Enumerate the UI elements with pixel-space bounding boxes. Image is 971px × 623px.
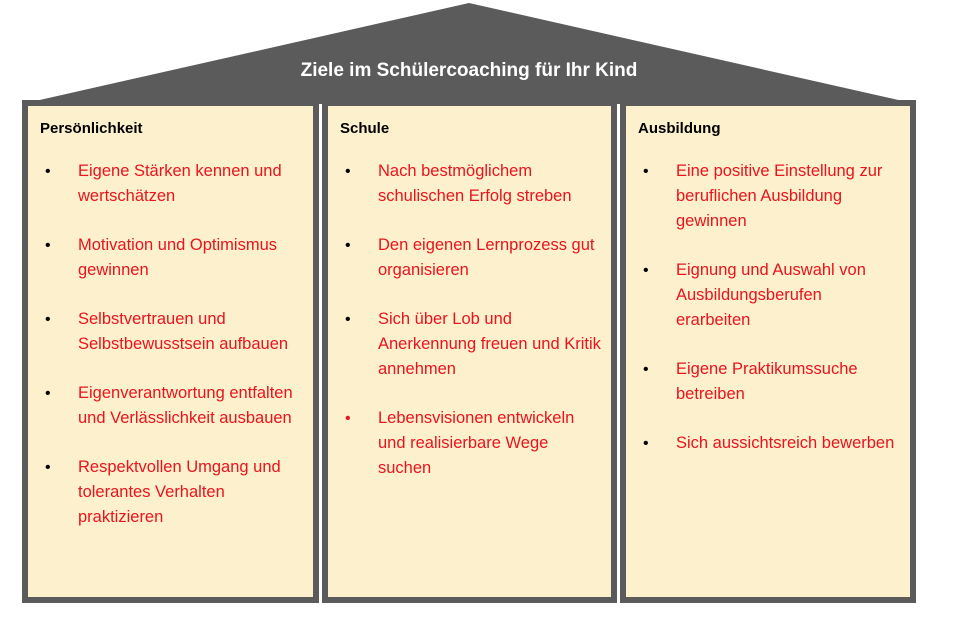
pillar-panel bbox=[28, 106, 313, 597]
bullet-icon: • bbox=[643, 262, 649, 279]
goal-text: Eine positive Einstellung zur beruflichen Ausbildung gewinnen bbox=[676, 162, 883, 230]
pillar-ausbildung bbox=[620, 100, 916, 603]
roof bbox=[0, 0, 971, 110]
goal-item bbox=[638, 431, 900, 456]
goal-text: Eigene Praktikumssuche betreiben bbox=[676, 360, 858, 403]
goal-item bbox=[638, 258, 900, 333]
goal-text: Sich über Lob und Anerkennung freuen und Kritik annehmen bbox=[378, 310, 601, 378]
bullet-icon: • bbox=[45, 237, 51, 254]
bullet-icon: • bbox=[45, 385, 51, 402]
roof-shape bbox=[22, 3, 916, 104]
goal-item bbox=[340, 307, 601, 382]
bullet-icon: • bbox=[643, 163, 649, 180]
goal-item bbox=[340, 233, 601, 283]
goal-text: Selbstvertrauen und Selbstbewusstsein aufbauen bbox=[78, 310, 289, 353]
goal-text: Motivation und Optimismus gewinnen bbox=[78, 236, 277, 279]
bullet-icon: • bbox=[45, 459, 51, 476]
goal-item bbox=[40, 159, 303, 209]
pillar-panel bbox=[626, 106, 910, 597]
bullet-icon: • bbox=[643, 435, 649, 452]
goal-item bbox=[638, 357, 900, 407]
goal-text: Den eigenen Lernprozess gut organisieren bbox=[378, 236, 595, 279]
pillar-persoenlichkeit bbox=[22, 100, 319, 603]
goal-text: Eigene Stärken kennen und wertschätzen bbox=[78, 162, 282, 205]
goal-list bbox=[340, 159, 601, 481]
goal-item bbox=[340, 159, 601, 209]
goal-text: Lebensvisionen entwickeln und realisierbare Wege suchen bbox=[378, 409, 575, 477]
goal-text: Eigenverantwortung entfalten und Verlässlichkeit ausbauen bbox=[78, 384, 293, 427]
goal-item bbox=[40, 381, 303, 431]
goal-text: Respektvollen Umgang und tolerantes Verhalten praktizieren bbox=[78, 458, 281, 526]
bullet-icon: • bbox=[345, 237, 351, 254]
goal-item bbox=[638, 159, 900, 234]
diagram-title: Ziele im Schülercoaching für Ihr Kind bbox=[300, 60, 638, 81]
goal-list bbox=[638, 159, 900, 456]
goal-text: Nach bestmöglichem schulischen Erfolg streben bbox=[378, 162, 572, 205]
pillar-heading: Schule bbox=[340, 120, 390, 137]
goal-item bbox=[40, 455, 303, 530]
goal-text: Eignung und Auswahl von Ausbildungsberufen erarbeiten bbox=[676, 261, 866, 329]
bullet-icon: • bbox=[45, 311, 51, 328]
goal-item bbox=[40, 307, 303, 357]
goal-item bbox=[340, 406, 601, 481]
bullet-icon: • bbox=[643, 361, 649, 378]
bullet-icon: • bbox=[345, 410, 351, 427]
bullet-icon: • bbox=[345, 163, 351, 180]
pillar-heading: Persönlichkeit bbox=[40, 120, 143, 137]
pillar-heading: Ausbildung bbox=[638, 120, 721, 137]
bullet-icon: • bbox=[345, 311, 351, 328]
goal-item bbox=[40, 233, 303, 283]
pillar-panel bbox=[328, 106, 611, 597]
bullet-icon: • bbox=[45, 163, 51, 180]
pillar-schule bbox=[322, 100, 617, 603]
goal-list bbox=[40, 159, 303, 530]
goal-text: Sich aussichtsreich bewerben bbox=[676, 434, 895, 452]
